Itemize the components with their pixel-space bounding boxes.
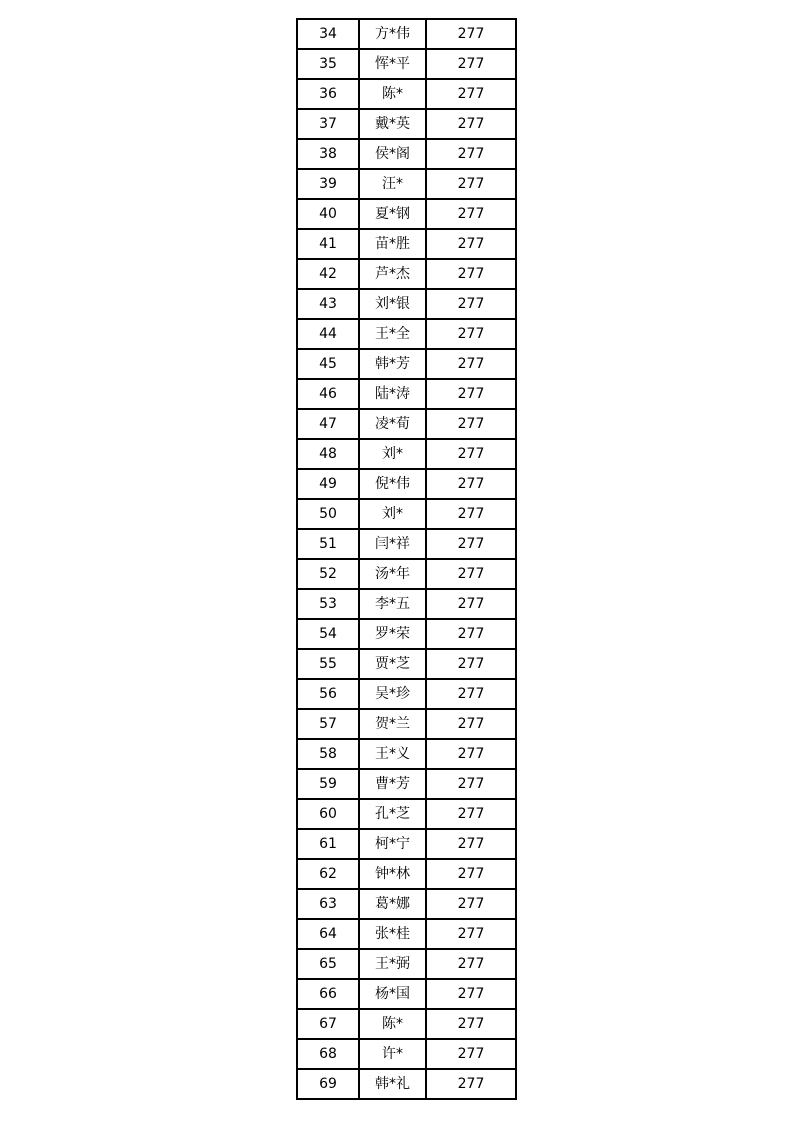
name-cell: 钟*林 xyxy=(359,859,426,889)
row-number-cell: 39 xyxy=(297,169,359,199)
row-number-cell: 64 xyxy=(297,919,359,949)
name-cell: 贺*兰 xyxy=(359,709,426,739)
score-cell: 277 xyxy=(426,559,516,589)
score-cell: 277 xyxy=(426,409,516,439)
table-row xyxy=(297,679,516,709)
score-cell: 277 xyxy=(426,979,516,1009)
table-row xyxy=(297,529,516,559)
row-number-cell: 66 xyxy=(297,979,359,1009)
table-row xyxy=(297,769,516,799)
name-cell: 王*弼 xyxy=(359,949,426,979)
table-row xyxy=(297,1069,516,1099)
score-cell: 277 xyxy=(426,499,516,529)
name-cell: 芦*杰 xyxy=(359,259,426,289)
row-number-cell: 36 xyxy=(297,79,359,109)
score-cell: 277 xyxy=(426,709,516,739)
name-cell: 方*伟 xyxy=(359,19,426,49)
score-cell: 277 xyxy=(426,319,516,349)
name-cell: 汪* xyxy=(359,169,426,199)
score-cell: 277 xyxy=(426,1069,516,1099)
table-row xyxy=(297,109,516,139)
score-cell: 277 xyxy=(426,109,516,139)
score-cell: 277 xyxy=(426,919,516,949)
table-row xyxy=(297,259,516,289)
score-cell: 277 xyxy=(426,679,516,709)
row-number-cell: 61 xyxy=(297,829,359,859)
name-cell: 王*义 xyxy=(359,739,426,769)
name-cell: 戴*英 xyxy=(359,109,426,139)
score-cell: 277 xyxy=(426,859,516,889)
row-number-cell: 63 xyxy=(297,889,359,919)
name-cell: 陆*涛 xyxy=(359,379,426,409)
name-cell: 陈* xyxy=(359,79,426,109)
row-number-cell: 46 xyxy=(297,379,359,409)
table-row xyxy=(297,319,516,349)
row-number-cell: 41 xyxy=(297,229,359,259)
score-cell: 277 xyxy=(426,889,516,919)
row-number-cell: 62 xyxy=(297,859,359,889)
name-cell: 凌*荀 xyxy=(359,409,426,439)
score-cell: 277 xyxy=(426,289,516,319)
table-row xyxy=(297,799,516,829)
table-row xyxy=(297,199,516,229)
table-row xyxy=(297,1009,516,1039)
name-cell: 王*全 xyxy=(359,319,426,349)
name-cell: 刘* xyxy=(359,499,426,529)
name-cell: 吴*珍 xyxy=(359,679,426,709)
name-cell: 倪*伟 xyxy=(359,469,426,499)
score-cell: 277 xyxy=(426,49,516,79)
score-cell: 277 xyxy=(426,259,516,289)
row-number-cell: 69 xyxy=(297,1069,359,1099)
name-cell: 夏*钢 xyxy=(359,199,426,229)
table-row xyxy=(297,829,516,859)
row-number-cell: 35 xyxy=(297,49,359,79)
name-cell: 张*桂 xyxy=(359,919,426,949)
row-number-cell: 34 xyxy=(297,19,359,49)
roster-table xyxy=(296,18,517,1100)
name-cell: 恽*平 xyxy=(359,49,426,79)
score-cell: 277 xyxy=(426,769,516,799)
score-cell: 277 xyxy=(426,649,516,679)
row-number-cell: 65 xyxy=(297,949,359,979)
table-row xyxy=(297,1039,516,1069)
table-row xyxy=(297,169,516,199)
row-number-cell: 42 xyxy=(297,259,359,289)
table-row xyxy=(297,949,516,979)
table-row xyxy=(297,589,516,619)
name-cell: 罗*荣 xyxy=(359,619,426,649)
name-cell: 刘*银 xyxy=(359,289,426,319)
row-number-cell: 51 xyxy=(297,529,359,559)
table-row xyxy=(297,919,516,949)
row-number-cell: 44 xyxy=(297,319,359,349)
score-cell: 277 xyxy=(426,199,516,229)
name-cell: 李*五 xyxy=(359,589,426,619)
name-cell: 许* xyxy=(359,1039,426,1069)
score-cell: 277 xyxy=(426,169,516,199)
row-number-cell: 58 xyxy=(297,739,359,769)
row-number-cell: 57 xyxy=(297,709,359,739)
name-cell: 贾*芝 xyxy=(359,649,426,679)
score-cell: 277 xyxy=(426,439,516,469)
name-cell: 葛*娜 xyxy=(359,889,426,919)
score-cell: 277 xyxy=(426,469,516,499)
row-number-cell: 47 xyxy=(297,409,359,439)
row-number-cell: 37 xyxy=(297,109,359,139)
table-row xyxy=(297,469,516,499)
row-number-cell: 56 xyxy=(297,679,359,709)
row-number-cell: 59 xyxy=(297,769,359,799)
score-cell: 277 xyxy=(426,79,516,109)
score-cell: 277 xyxy=(426,739,516,769)
row-number-cell: 48 xyxy=(297,439,359,469)
table-row xyxy=(297,409,516,439)
score-cell: 277 xyxy=(426,1009,516,1039)
name-cell: 杨*国 xyxy=(359,979,426,1009)
roster-table-body xyxy=(297,19,516,1099)
table-row xyxy=(297,649,516,679)
row-number-cell: 68 xyxy=(297,1039,359,1069)
name-cell: 汤*年 xyxy=(359,559,426,589)
row-number-cell: 45 xyxy=(297,349,359,379)
name-cell: 侯*阁 xyxy=(359,139,426,169)
score-cell: 277 xyxy=(426,949,516,979)
row-number-cell: 53 xyxy=(297,589,359,619)
table-row xyxy=(297,139,516,169)
row-number-cell: 49 xyxy=(297,469,359,499)
row-number-cell: 38 xyxy=(297,139,359,169)
name-cell: 陈* xyxy=(359,1009,426,1039)
score-cell: 277 xyxy=(426,1039,516,1069)
row-number-cell: 40 xyxy=(297,199,359,229)
table-row xyxy=(297,349,516,379)
table-row xyxy=(297,619,516,649)
table-row xyxy=(297,889,516,919)
score-cell: 277 xyxy=(426,829,516,859)
name-cell: 闫*祥 xyxy=(359,529,426,559)
table-row xyxy=(297,19,516,49)
table-row xyxy=(297,709,516,739)
row-number-cell: 43 xyxy=(297,289,359,319)
table-row xyxy=(297,379,516,409)
score-cell: 277 xyxy=(426,379,516,409)
name-cell: 苗*胜 xyxy=(359,229,426,259)
table-row xyxy=(297,559,516,589)
score-cell: 277 xyxy=(426,229,516,259)
score-cell: 277 xyxy=(426,589,516,619)
table-row xyxy=(297,979,516,1009)
name-cell: 柯*宁 xyxy=(359,829,426,859)
score-cell: 277 xyxy=(426,799,516,829)
table-row xyxy=(297,289,516,319)
name-cell: 韩*芳 xyxy=(359,349,426,379)
table-row xyxy=(297,79,516,109)
table-row xyxy=(297,229,516,259)
table-row xyxy=(297,439,516,469)
name-cell: 韩*礼 xyxy=(359,1069,426,1099)
score-cell: 277 xyxy=(426,529,516,559)
table-row xyxy=(297,49,516,79)
table-row xyxy=(297,499,516,529)
table-row xyxy=(297,739,516,769)
row-number-cell: 60 xyxy=(297,799,359,829)
table-row xyxy=(297,859,516,889)
row-number-cell: 55 xyxy=(297,649,359,679)
score-cell: 277 xyxy=(426,19,516,49)
name-cell: 孔*芝 xyxy=(359,799,426,829)
row-number-cell: 52 xyxy=(297,559,359,589)
row-number-cell: 67 xyxy=(297,1009,359,1039)
name-cell: 曹*芳 xyxy=(359,769,426,799)
score-cell: 277 xyxy=(426,139,516,169)
name-cell: 刘* xyxy=(359,439,426,469)
score-cell: 277 xyxy=(426,619,516,649)
score-cell: 277 xyxy=(426,349,516,379)
row-number-cell: 50 xyxy=(297,499,359,529)
row-number-cell: 54 xyxy=(297,619,359,649)
